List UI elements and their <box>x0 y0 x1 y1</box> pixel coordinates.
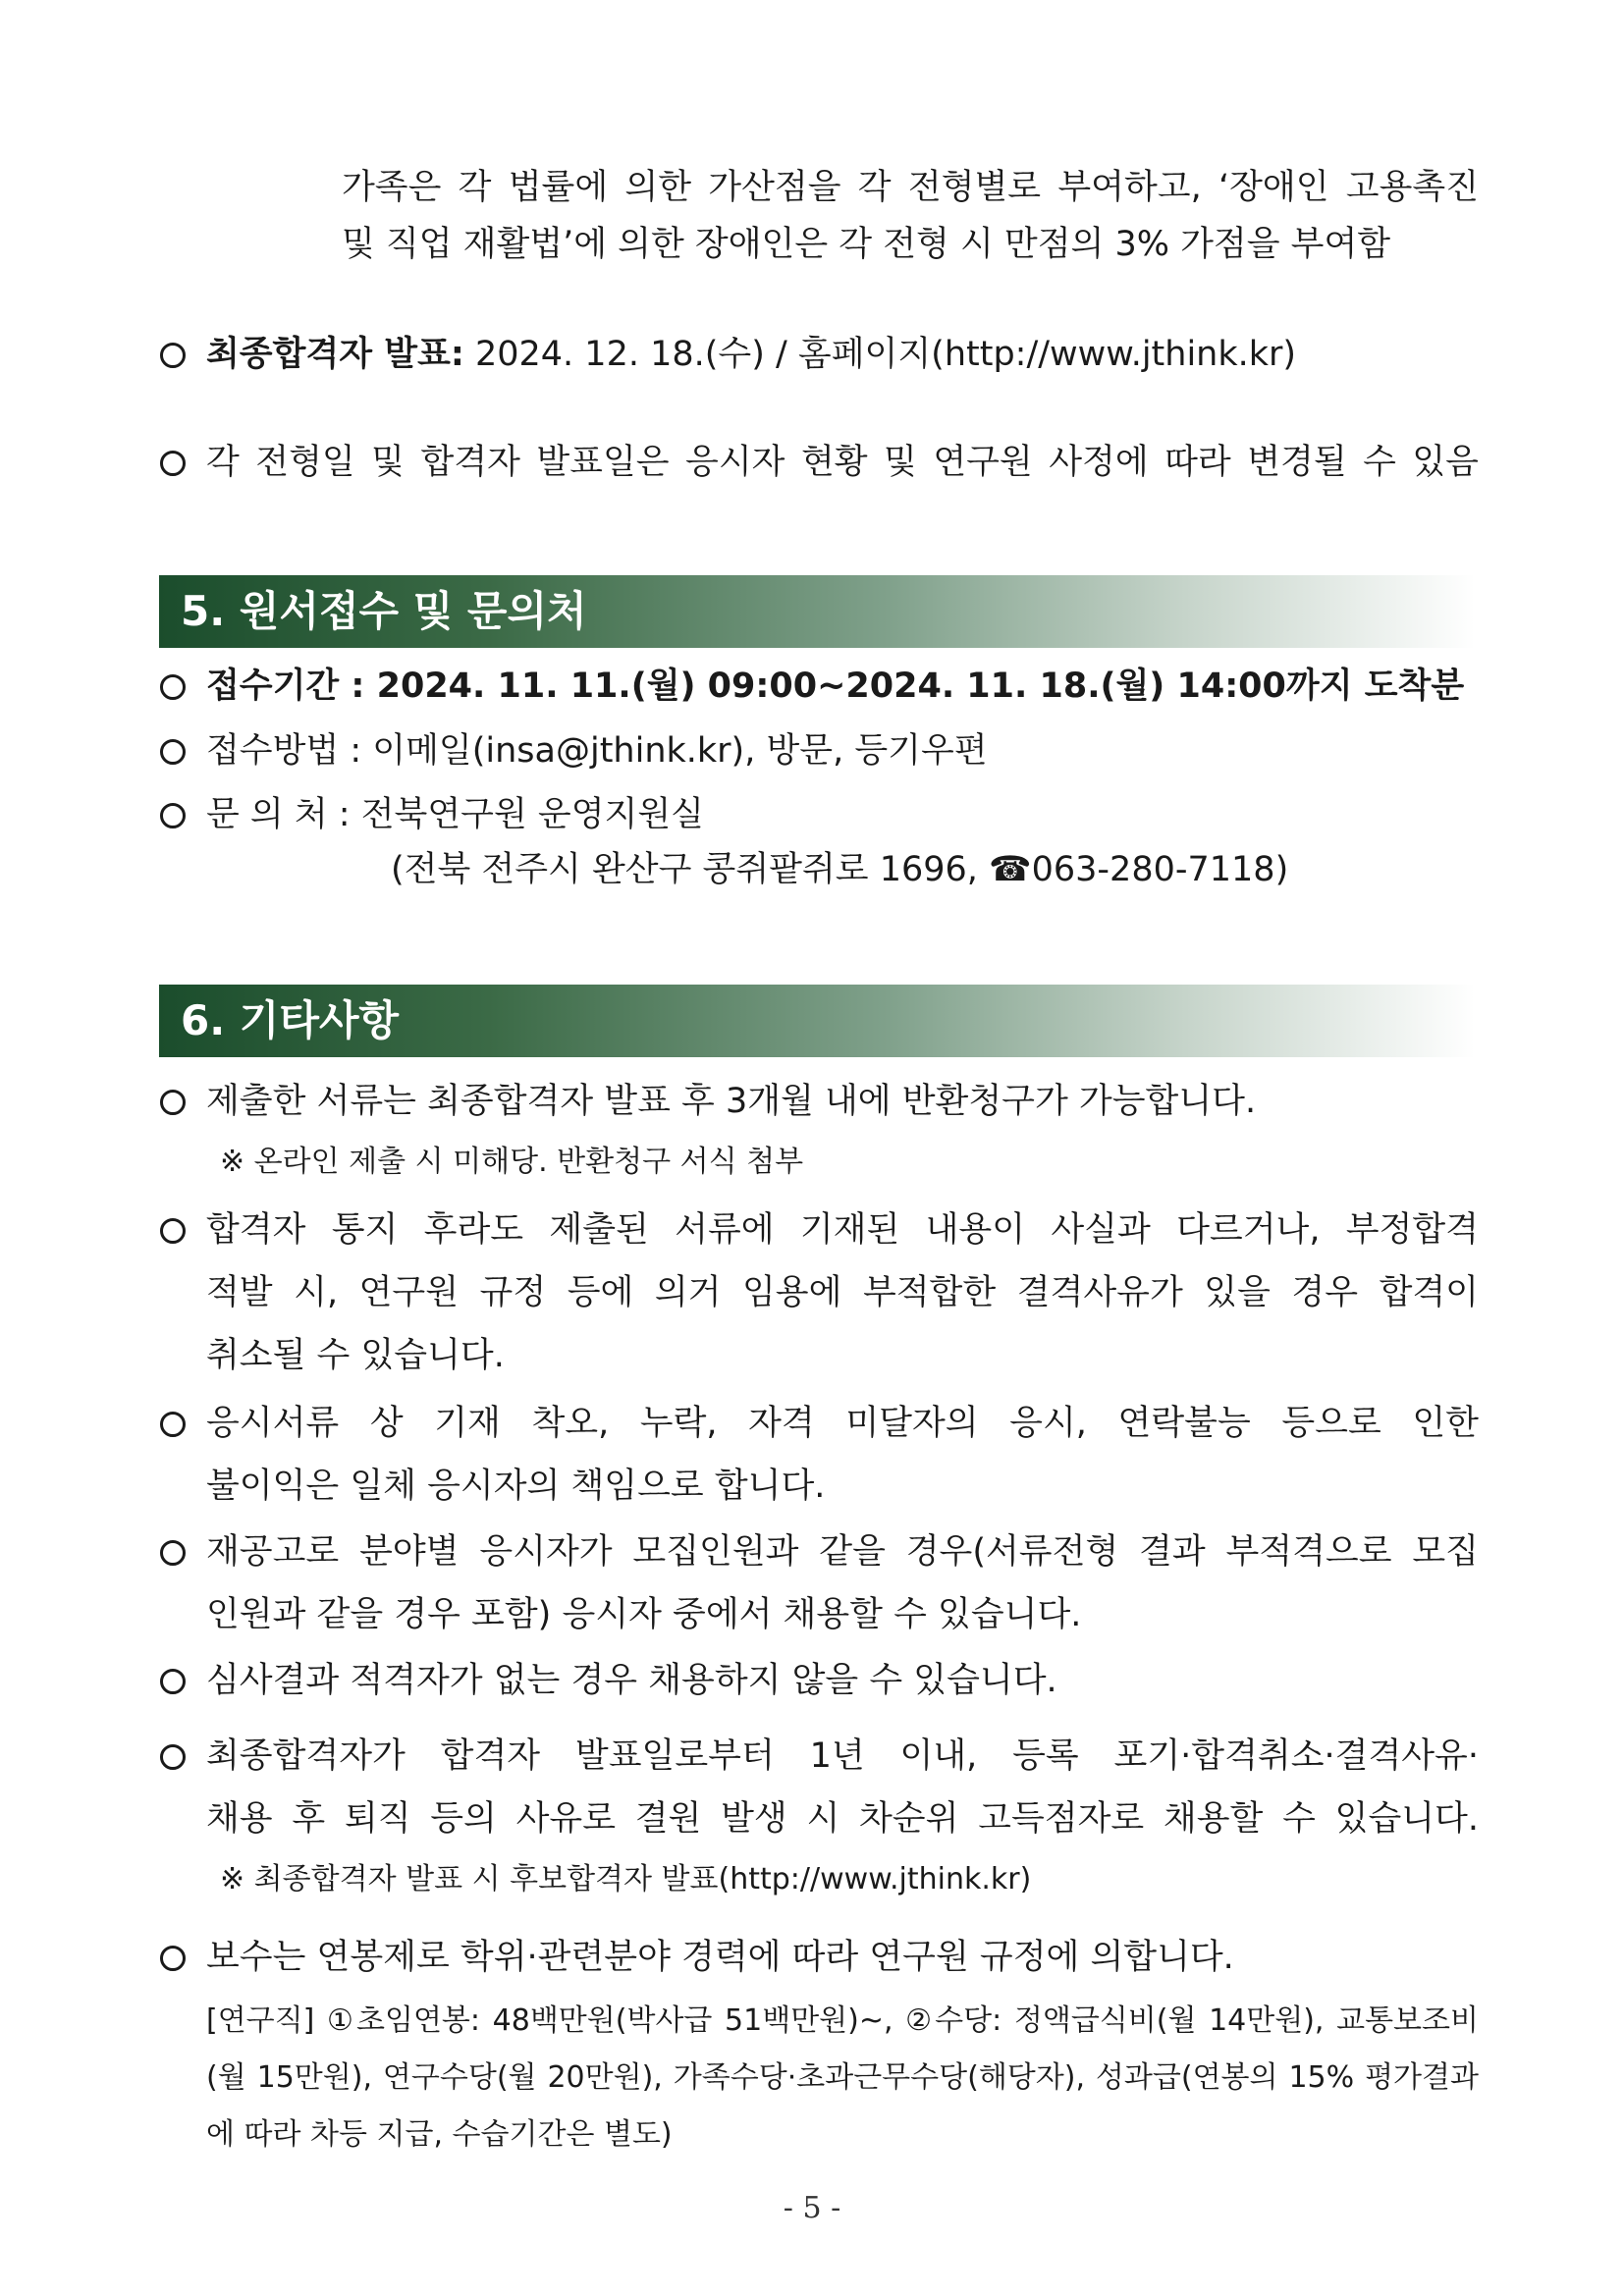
circle-bullet-icon <box>160 343 186 368</box>
item-backup-hire-note: ※ 최종합격자 발표 시 후보합격자 발표(http://www.jthink.kr) <box>220 1862 1032 1896</box>
application-method <box>206 727 988 774</box>
item-cancellation-line-3: 취소될 수 있습니다. <box>206 1336 505 1375</box>
item-reannouncement-line-2: 인원과 같을 경우 포함) 응시자 중에서 채용할 수 있습니다. <box>206 1595 1082 1634</box>
circle-bullet-icon <box>160 739 186 765</box>
contact-info <box>206 791 704 838</box>
application-period <box>206 663 1464 710</box>
circle-bullet-icon <box>160 1744 186 1770</box>
section-5-title: 5. 원서접수 및 문의처 <box>181 587 587 635</box>
application-period-label: 접수기간 : <box>206 667 377 706</box>
bonus-text-line-1: 가족은 각 법률에 의한 가산점을 각 전형별로 부여하고, ‘장애인 고용촉진 <box>342 168 1479 207</box>
contact-label: 문 의 처 : <box>206 795 361 834</box>
circle-bullet-icon <box>160 1669 186 1694</box>
final-announcement-value: 2024. 12. 18.(수) / 홈페이지(http://www.jthink.kr) <box>463 335 1297 374</box>
section-6-title: 6. 기타사항 <box>181 996 400 1044</box>
item-salary: 보수는 연봉제로 학위·관련분야 경력에 따라 연구원 규정에 의합니다. <box>206 1938 1234 1977</box>
application-method-value: 이메일(insa@jthink.kr), 방문, 등기우편 <box>372 731 988 771</box>
page-number: - 5 - <box>783 2191 841 2225</box>
item-reannouncement-line-1: 재공고로 분야별 응시자가 모집인원과 같을 경우(서류전형 결과 부적격으로 모집 <box>206 1532 1479 1572</box>
application-period-value: 2024. 11. 11.(월) 09:00~2024. 11. 18.(월) 14:00까지 도착분 <box>376 667 1465 706</box>
circle-bullet-icon <box>160 1218 186 1244</box>
item-backup-hire-line-1: 최종합격자가 합격자 발표일로부터 1년 이내, 등록 포기·합격취소·결격사유· <box>206 1736 1479 1776</box>
contact-address <box>391 846 1288 893</box>
circle-bullet-icon <box>160 674 186 700</box>
circle-bullet-icon <box>160 1090 186 1115</box>
phone-icon: ☎ <box>989 850 1032 889</box>
circle-bullet-icon <box>160 1540 186 1566</box>
circle-bullet-icon <box>160 803 186 828</box>
item-salary-detail-line-3: 에 따라 차등 지급, 수습기간은 별도) <box>206 2117 673 2152</box>
contact-phone: 063-280-7118) <box>1031 850 1289 889</box>
final-announcement <box>206 331 1296 378</box>
schedule-change-note: 각 전형일 및 합격자 발표일은 응시자 현황 및 연구원 사정에 따라 변경될 수 있음 <box>206 443 1479 482</box>
contact-value: 전북연구원 운영지원실 <box>360 795 704 834</box>
item-applicant-responsibility-line-2: 불이익은 일체 응시자의 책임으로 합니다. <box>206 1467 826 1506</box>
item-salary-detail-line-1: [연구직] ①초임연봉: 48백만원(박사급 51백만원)~, ②수당: 정액급식비(월 14만원), 교통보조비 <box>206 2003 1479 2038</box>
section-5-header <box>159 575 1475 648</box>
item-applicant-responsibility-line-1: 응시서류 상 기재 착오, 누락, 자격 미달자의 응시, 연락불능 등으로 인한 <box>206 1404 1479 1443</box>
item-cancellation-line-1: 합격자 통지 후라도 제출된 서류에 기재된 내용이 사실과 다르거나, 부정합격 <box>206 1210 1479 1250</box>
final-announcement-label: 최종합격자 발표: <box>206 335 464 374</box>
circle-bullet-icon <box>160 1946 186 1971</box>
section-6-header <box>159 985 1475 1057</box>
circle-bullet-icon <box>160 451 186 476</box>
contact-address-text: (전북 전주시 완산구 콩쥐팥쥐로 1696, <box>391 850 990 889</box>
item-document-return: 제출한 서류는 최종합격자 발표 후 3개월 내에 반환청구가 가능합니다. <box>206 1082 1257 1121</box>
item-document-return-note: ※ 온라인 제출 시 미해당. 반환청구 서식 첨부 <box>220 1145 804 1179</box>
application-method-label: 접수방법 : <box>206 731 373 771</box>
bonus-text-line-2: 및 직업 재활법’에 의한 장애인은 각 전형 시 만점의 3% 가점을 부여함 <box>342 225 1391 264</box>
item-cancellation-line-2: 적발 시, 연구원 규정 등에 의거 임용에 부적합한 결격사유가 있을 경우 합격이 <box>206 1273 1479 1312</box>
item-salary-detail-line-2: (월 15만원), 연구수당(월 20만원), 가족수당·초과근무수당(해당자), 성과급(연봉의 15% 평가결과 <box>206 2060 1479 2095</box>
item-backup-hire-line-2: 채용 후 퇴직 등의 사유로 결원 발생 시 차순위 고득점자로 채용할 수 있습니다. <box>206 1799 1479 1839</box>
item-no-qualified: 심사결과 적격자가 없는 경우 채용하지 않을 수 있습니다. <box>206 1661 1057 1700</box>
circle-bullet-icon <box>160 1412 186 1437</box>
